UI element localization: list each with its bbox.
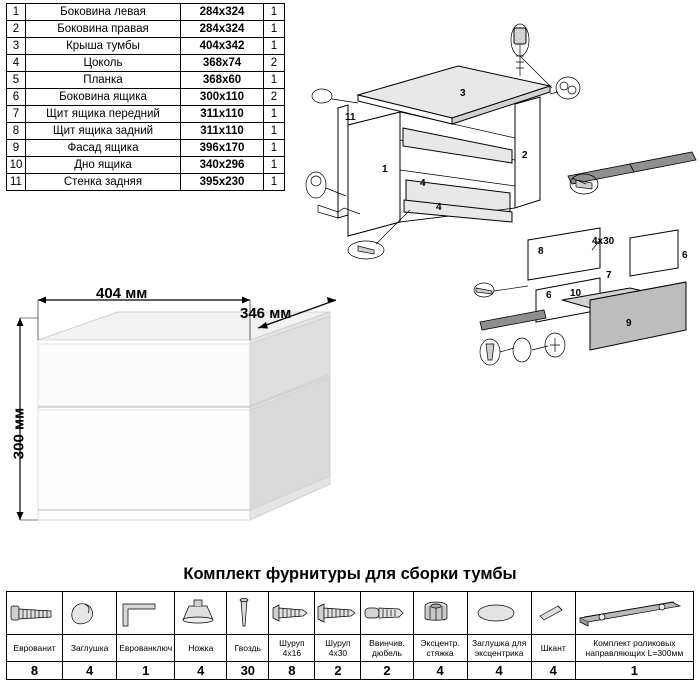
- part-name: Планка: [26, 72, 181, 89]
- part-name: Крыша тумбы: [26, 38, 181, 55]
- table-row: [7, 140, 285, 157]
- euroscrew-icon: [7, 592, 63, 635]
- dowel-icon: [361, 592, 413, 635]
- part-name: Боковина левая: [26, 4, 181, 21]
- callout-11: 11: [345, 112, 356, 123]
- hardware-count: 4: [531, 662, 575, 680]
- part-name: Боковина ящика: [26, 89, 181, 106]
- part-number: 7: [7, 106, 26, 123]
- cabinet-render-svg: [0, 270, 390, 555]
- hardware-icons-row: [7, 592, 694, 635]
- part-dimension: 311х110: [181, 123, 264, 140]
- table-row: [7, 106, 285, 123]
- table-row: [7, 21, 285, 38]
- part-quantity: 2: [264, 55, 285, 72]
- hardware-count: 4: [63, 662, 117, 680]
- part-name: Щит ящика передний: [26, 106, 181, 123]
- hardware-section-title: Комплект фурнитуры для сборки тумбы: [183, 565, 517, 583]
- part-quantity: 1: [264, 174, 285, 191]
- nail-icon: [227, 592, 269, 635]
- table-row: [7, 123, 285, 140]
- part-name: Стенка задняя: [26, 174, 181, 191]
- callout-screw-size: 4x30: [592, 236, 615, 247]
- depth-dimension-label: 346 мм: [240, 305, 292, 322]
- hardware-count: 2: [361, 662, 413, 680]
- part-quantity: 1: [264, 72, 285, 89]
- callout-3: 3: [460, 88, 466, 99]
- part-dimension: 395х230: [181, 174, 264, 191]
- hardware-count: 1: [575, 662, 693, 680]
- callout-6-left: 6: [546, 290, 552, 301]
- hardware-label: Шкант: [531, 635, 575, 662]
- part-quantity: 1: [264, 157, 285, 174]
- part-dimension: 368х60: [181, 72, 264, 89]
- hardware-count: 8: [269, 662, 315, 680]
- part-quantity: 1: [264, 123, 285, 140]
- dimension-drawing: [0, 270, 390, 555]
- part-number: 1: [7, 4, 26, 21]
- part-quantity: 1: [264, 38, 285, 55]
- callout-4: 4: [420, 178, 426, 189]
- hardware-count: 2: [315, 662, 361, 680]
- part-name: Дно ящика: [26, 157, 181, 174]
- hardware-label: Ввинчив. дюбель: [361, 635, 413, 662]
- hardware-label: Еврованит: [7, 635, 63, 662]
- hardware-counts-row: [7, 662, 694, 680]
- screw-4x30-icon: [315, 592, 361, 635]
- part-dimension: 340х296: [181, 157, 264, 174]
- part-number: 11: [7, 174, 26, 191]
- part-name: Боковина правая: [26, 21, 181, 38]
- dowel-pin-icon: [531, 592, 575, 635]
- callout-7: 7: [606, 270, 612, 281]
- part-name: Щит ящика задний: [26, 123, 181, 140]
- part-quantity: 1: [264, 21, 285, 38]
- callout-2: 2: [522, 150, 528, 161]
- hardware-count: 4: [467, 662, 531, 680]
- table-row: [7, 157, 285, 174]
- part-dimension: 396х170: [181, 140, 264, 157]
- height-dimension-label: 300 мм: [10, 407, 28, 460]
- part-dimension: 300х110: [181, 89, 264, 106]
- hardware-label: Шуруп 4х16: [269, 635, 315, 662]
- hardware-label: Шуруп 4х30: [315, 635, 361, 662]
- screw-4x16-icon: [269, 592, 315, 635]
- hardware-count: 30: [227, 662, 269, 680]
- part-dimension: 311х110: [181, 106, 264, 123]
- callout-6-right: 6: [682, 250, 688, 261]
- drawer-slide-icon: [575, 592, 693, 635]
- hardware-label: Ножка: [175, 635, 227, 662]
- part-number: 6: [7, 89, 26, 106]
- table-row: [7, 174, 285, 191]
- part-dimension: 284х324: [181, 21, 264, 38]
- part-number: 10: [7, 157, 26, 174]
- part-dimension: 368х74: [181, 55, 264, 72]
- table-row: [7, 4, 285, 21]
- callout-10: 10: [570, 288, 582, 299]
- part-name: Фасад ящика: [26, 140, 181, 157]
- hardware-label: Заглушка: [63, 635, 117, 662]
- hardware-label: Гвоздь: [227, 635, 269, 662]
- part-dimension: 404х342: [181, 38, 264, 55]
- part-number: 4: [7, 55, 26, 72]
- eurokey-icon: [117, 592, 175, 635]
- cam-cap-icon: [467, 592, 531, 635]
- hardware-label: Заглушка для эксцентрика: [467, 635, 531, 662]
- part-number: 5: [7, 72, 26, 89]
- hardware-count: 4: [413, 662, 467, 680]
- hardware-names-row: [7, 635, 694, 662]
- part-quantity: 2: [264, 89, 285, 106]
- table-row: [7, 38, 285, 55]
- table-row: [7, 89, 285, 106]
- hardware-table: [6, 591, 694, 680]
- table-row: [7, 72, 285, 89]
- width-dimension-label: 404 мм: [96, 285, 148, 302]
- part-quantity: 1: [264, 106, 285, 123]
- hardware-count: 4: [175, 662, 227, 680]
- part-quantity: 1: [264, 140, 285, 157]
- parts-table: [6, 3, 285, 191]
- part-dimension: 284х324: [181, 4, 264, 21]
- callout-8: 8: [538, 246, 544, 257]
- parts-table-body: [7, 4, 285, 191]
- part-number: 8: [7, 123, 26, 140]
- leg-icon: [175, 592, 227, 635]
- part-quantity: 1: [264, 4, 285, 21]
- callout-9: 9: [626, 318, 632, 329]
- part-number: 3: [7, 38, 26, 55]
- hardware-count: 1: [117, 662, 175, 680]
- cap-icon: [63, 592, 117, 635]
- callout-1: 1: [382, 164, 388, 175]
- cam-lock-icon: [413, 592, 467, 635]
- hardware-label: Эксцентр. стяжка: [413, 635, 467, 662]
- hardware-label: Еврованключ: [117, 635, 175, 662]
- callout-4b: 4: [436, 202, 442, 213]
- hardware-count: 8: [7, 662, 63, 680]
- part-name: Цоколь: [26, 55, 181, 72]
- part-number: 2: [7, 21, 26, 38]
- hardware-label: Комплект роликовых направляющих L=300мм: [575, 635, 693, 662]
- part-number: 9: [7, 140, 26, 157]
- table-row: [7, 55, 285, 72]
